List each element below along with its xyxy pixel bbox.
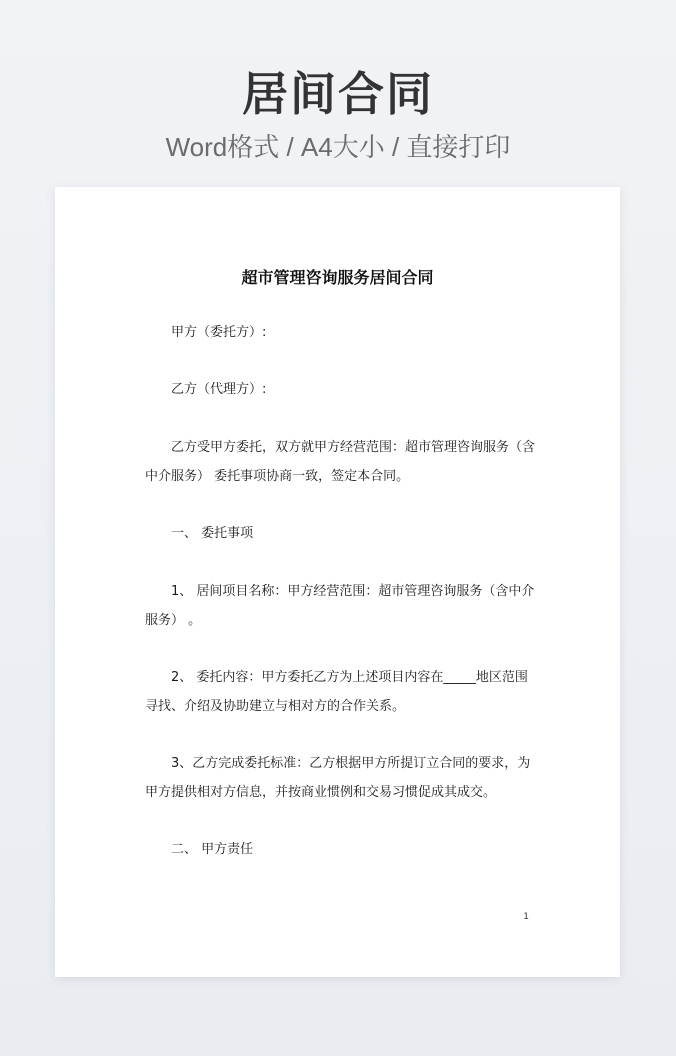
page-number: 1 [523, 912, 529, 922]
item-1-line-1 [145, 577, 535, 606]
intro-line-1-text: 乙方受甲方委托，双方就甲方经营范围：超市管理咨询服务（含 [171, 440, 536, 455]
intro-line-2: 中介服务） 委托事项协商一致，签定本合同。 [145, 469, 410, 484]
intro-line-1 [145, 433, 536, 462]
section-2-heading [145, 835, 530, 864]
item-2-paragraph [145, 663, 530, 721]
item-3-line-2: 甲方提供相对方信息，并按商业惯例和交易习惯促成其成交。 [145, 785, 497, 800]
section-1-heading [145, 519, 530, 548]
document-title: 超市管理咨询服务居间合同 [241, 268, 434, 287]
item-3-paragraph [145, 749, 530, 807]
party-b-line [145, 375, 530, 404]
section-2-heading-text: 二、 甲方责任 [171, 842, 254, 857]
item-2-line-2: 寻找、介绍及协助建立与相对方的合作关系。 [145, 699, 406, 714]
item-1-line-1-text: 1、 居间项目名称：甲方经营范围：超市管理咨询服务（含中介 [171, 584, 535, 599]
item-1-paragraph [145, 577, 535, 635]
item-2-line-1-text: 2、 委托内容：甲方委托乙方为上述项目内容在_____地区范围 [171, 670, 528, 685]
item-3-line-1-text: 3、乙方完成委托标准：乙方根据甲方所提订立合同的要求，为 [171, 756, 531, 771]
sub-title: Word格式 / A4大小 / 直接打印 [165, 132, 511, 162]
party-a-line [145, 318, 530, 347]
page-header [0, 62, 676, 164]
main-title: 居间合同 [242, 67, 434, 121]
document-page [55, 187, 620, 977]
item-1-line-2: 服务） 。 [145, 613, 202, 628]
intro-paragraph [145, 433, 536, 491]
section-1-heading-text: 一、 委托事项 [171, 526, 254, 541]
party-b-text: 乙方（代理方）: [171, 382, 267, 397]
party-a-text: 甲方（委托方）: [171, 325, 267, 340]
item-3-line-1 [145, 749, 530, 778]
item-2-line-1 [145, 663, 530, 692]
